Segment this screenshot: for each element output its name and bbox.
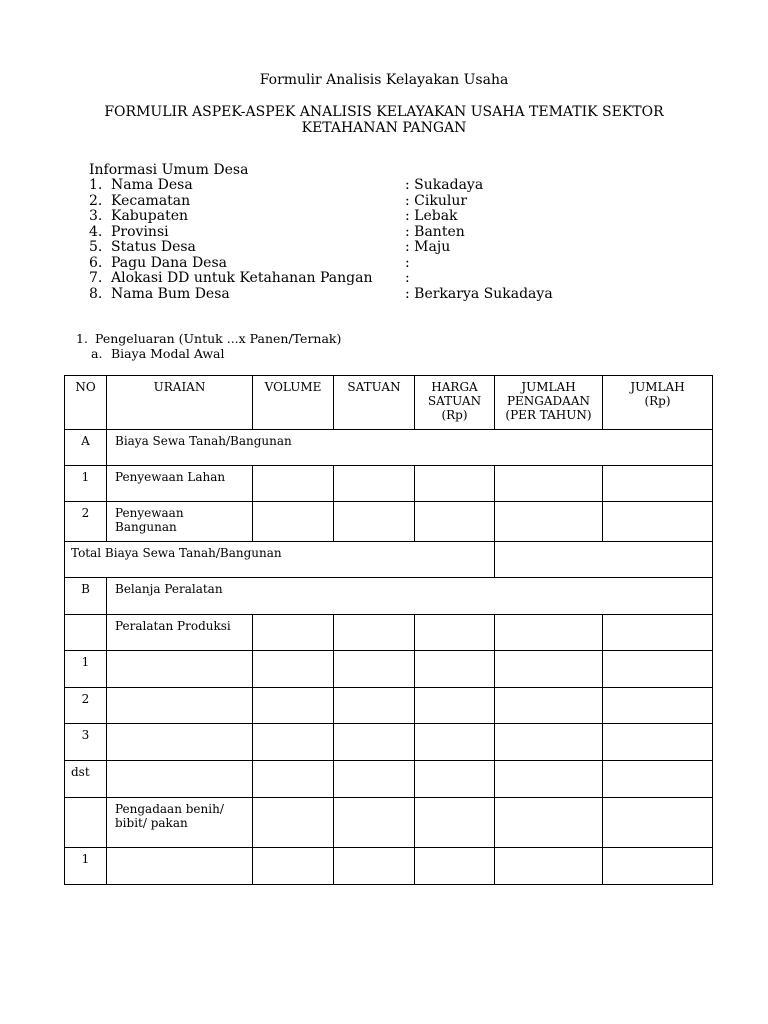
subsection-label: Biaya Modal Awal xyxy=(111,346,225,361)
cell-satuan[interactable] xyxy=(334,466,415,502)
cell-satuan[interactable] xyxy=(334,502,415,542)
cell-no: 3 xyxy=(65,724,107,761)
info-item-nama-bum-desa xyxy=(89,287,609,303)
section-number: 1. xyxy=(76,331,88,346)
document-subtitle-line-2: KETAHANAN PANGAN xyxy=(301,120,467,136)
cell-jumlah[interactable] xyxy=(603,466,713,502)
header-harga-line-3: (Rp) xyxy=(441,408,468,422)
cell-jumlah[interactable] xyxy=(603,848,713,885)
cell-harga[interactable] xyxy=(415,761,495,798)
cell-harga[interactable] xyxy=(415,798,495,848)
info-item-number: 5. xyxy=(89,239,103,255)
cell-jumlah-pengadaan[interactable] xyxy=(495,502,603,542)
cell-no: 1 xyxy=(65,848,107,885)
header-satuan: SATUAN xyxy=(334,376,415,430)
info-item-label: Provinsi xyxy=(111,223,169,240)
cell-no: 1 xyxy=(65,466,107,502)
info-item-label: Nama Bum Desa xyxy=(111,285,230,302)
cell-jumlah-pengadaan[interactable] xyxy=(495,848,603,885)
info-item-number: 7. xyxy=(89,270,103,286)
cell-jumlah-pengadaan[interactable] xyxy=(495,466,603,502)
cell-jumlah[interactable] xyxy=(603,798,713,848)
table-row xyxy=(65,848,713,885)
cell-uraian[interactable] xyxy=(107,651,253,688)
cell-no: 1 xyxy=(65,651,107,688)
subsection-biaya-modal-awal xyxy=(91,346,225,361)
info-item-provinsi xyxy=(89,225,609,241)
cell-jumlah-pengadaan[interactable] xyxy=(495,615,603,651)
cell-jumlah[interactable] xyxy=(603,688,713,724)
header-jp-line-3: (PER TAHUN) xyxy=(505,408,592,422)
cell-uraian[interactable] xyxy=(107,848,253,885)
cell-jumlah-pengadaan[interactable] xyxy=(495,798,603,848)
cell-uraian xyxy=(107,502,253,542)
cell-harga[interactable] xyxy=(415,615,495,651)
table-row xyxy=(65,798,713,848)
cell-uraian-line-2: Bangunan xyxy=(115,520,177,534)
info-item-value: : Sukadaya xyxy=(405,177,484,193)
cell-jumlah[interactable] xyxy=(603,651,713,688)
info-item-nama-desa xyxy=(89,178,609,194)
cell-no: A xyxy=(65,430,107,466)
header-jumlah-line-2: (Rp) xyxy=(644,394,671,408)
cell-volume[interactable] xyxy=(253,615,334,651)
cell-section-label: Belanja Peralatan xyxy=(107,578,713,615)
info-item-number: 8. xyxy=(89,285,103,302)
cell-satuan[interactable] xyxy=(334,761,415,798)
cell-harga[interactable] xyxy=(415,651,495,688)
cell-volume[interactable] xyxy=(253,848,334,885)
info-item-number: 1. xyxy=(89,177,103,193)
cell-no: 2 xyxy=(65,502,107,542)
cell-volume[interactable] xyxy=(253,761,334,798)
info-heading: Informasi Umum Desa xyxy=(89,162,249,178)
cell-uraian xyxy=(107,798,253,848)
cell-no: 2 xyxy=(65,688,107,724)
section-label: Pengeluaran (Untuk ...x Panen/Ternak) xyxy=(95,331,342,346)
table-section-row xyxy=(65,430,713,466)
subsection-number: a. xyxy=(91,346,103,361)
cell-jumlah[interactable] xyxy=(603,502,713,542)
cell-harga[interactable] xyxy=(415,688,495,724)
cell-satuan[interactable] xyxy=(334,615,415,651)
cell-no: B xyxy=(65,578,107,615)
cell-volume[interactable] xyxy=(253,502,334,542)
table-row xyxy=(65,502,713,542)
cell-harga[interactable] xyxy=(415,848,495,885)
cell-uraian-line-1: Pengadaan benih/ xyxy=(115,802,224,816)
header-no: NO xyxy=(65,376,107,430)
table-row xyxy=(65,761,713,798)
table-row xyxy=(65,688,713,724)
info-item-label: Alokasi DD untuk Ketahanan Pangan xyxy=(111,270,373,286)
info-item-number: 4. xyxy=(89,223,103,240)
cell-uraian: Penyewaan Lahan xyxy=(107,466,253,502)
info-item-value: : xyxy=(405,254,410,271)
info-item-value: : Lebak xyxy=(405,208,458,224)
cell-no xyxy=(65,798,107,848)
info-item-status-desa xyxy=(89,240,609,256)
header-jumlah-line-1: JUMLAH xyxy=(630,380,685,394)
info-item-kabupaten xyxy=(89,209,609,225)
cell-harga[interactable] xyxy=(415,502,495,542)
cell-total-label: Total Biaya Sewa Tanah/Bangunan xyxy=(65,542,495,578)
document-subtitle xyxy=(90,104,678,136)
info-item-label: Nama Desa xyxy=(111,177,193,193)
cell-satuan[interactable] xyxy=(334,724,415,761)
cell-uraian[interactable] xyxy=(107,688,253,724)
info-item-value: : xyxy=(405,270,410,286)
cell-uraian[interactable] xyxy=(107,724,253,761)
cell-uraian-line-1: Penyewaan xyxy=(115,506,184,520)
info-item-alokasi-dd xyxy=(89,271,609,287)
header-jp-line-1: JUMLAH xyxy=(521,380,576,394)
info-item-value: : Maju xyxy=(405,239,451,255)
cell-jumlah-pengadaan[interactable] xyxy=(495,688,603,724)
info-item-number: 6. xyxy=(89,254,103,271)
info-item-label: Status Desa xyxy=(111,239,196,255)
cell-satuan[interactable] xyxy=(334,848,415,885)
cost-table xyxy=(64,375,713,885)
cell-no xyxy=(65,615,107,651)
header-harga-line-1: HARGA xyxy=(431,380,478,394)
cell-uraian: Peralatan Produksi xyxy=(107,615,253,651)
document-subtitle-line-1: FORMULIR ASPEK-ASPEK ANALISIS KELAYAKAN USAHA TEMATIK SEKTOR xyxy=(104,104,664,120)
info-item-label: Kabupaten xyxy=(111,208,189,224)
cell-jumlah[interactable] xyxy=(603,761,713,798)
cell-jumlah-pengadaan[interactable] xyxy=(495,761,603,798)
table-row xyxy=(65,466,713,502)
table-row xyxy=(65,724,713,761)
cell-volume[interactable] xyxy=(253,724,334,761)
info-item-label: Kecamatan xyxy=(111,192,191,209)
cell-jumlah-pengadaan[interactable] xyxy=(495,651,603,688)
header-volume: VOLUME xyxy=(253,376,334,430)
cell-no: dst xyxy=(65,761,107,798)
info-item-value: : Berkarya Sukadaya xyxy=(405,285,553,302)
info-item-number: 2. xyxy=(89,192,103,209)
cell-harga[interactable] xyxy=(415,466,495,502)
cell-jumlah-pengadaan[interactable] xyxy=(495,724,603,761)
cell-harga[interactable] xyxy=(415,724,495,761)
cell-uraian-line-2: bibit/ pakan xyxy=(115,816,188,830)
info-item-number: 3. xyxy=(89,208,103,224)
cell-satuan[interactable] xyxy=(334,651,415,688)
cell-volume[interactable] xyxy=(253,651,334,688)
cell-jumlah[interactable] xyxy=(603,724,713,761)
section-pengeluaran xyxy=(76,331,341,346)
cell-uraian[interactable] xyxy=(107,761,253,798)
table-header-row xyxy=(65,376,713,430)
cell-volume[interactable] xyxy=(253,466,334,502)
cell-volume[interactable] xyxy=(253,688,334,724)
header-jumlah xyxy=(603,376,713,430)
header-jumlah-pengadaan xyxy=(495,376,603,430)
table-row xyxy=(65,651,713,688)
header-jp-line-2: PENGADAAN xyxy=(506,394,591,408)
info-item-kecamatan xyxy=(89,194,609,210)
info-item-pagu-dana-desa xyxy=(89,256,609,272)
cell-section-label: Biaya Sewa Tanah/Bangunan xyxy=(107,430,713,466)
cell-satuan[interactable] xyxy=(334,688,415,724)
header-uraian: URAIAN xyxy=(107,376,253,430)
info-item-value: : Banten xyxy=(405,223,465,240)
info-item-label: Pagu Dana Desa xyxy=(111,254,227,271)
header-harga-line-2: SATUAN xyxy=(427,394,482,408)
header-harga-satuan xyxy=(415,376,495,430)
cell-jumlah[interactable] xyxy=(603,615,713,651)
table-section-row xyxy=(65,578,713,615)
info-item-value: : Cikulur xyxy=(405,192,468,209)
cell-total-value[interactable] xyxy=(495,542,713,578)
info-list xyxy=(89,178,609,302)
table-total-row xyxy=(65,542,713,578)
document-title: Formulir Analisis Kelayakan Usaha xyxy=(259,72,509,88)
table-row xyxy=(65,615,713,651)
cell-volume[interactable] xyxy=(253,798,334,848)
cell-satuan[interactable] xyxy=(334,798,415,848)
